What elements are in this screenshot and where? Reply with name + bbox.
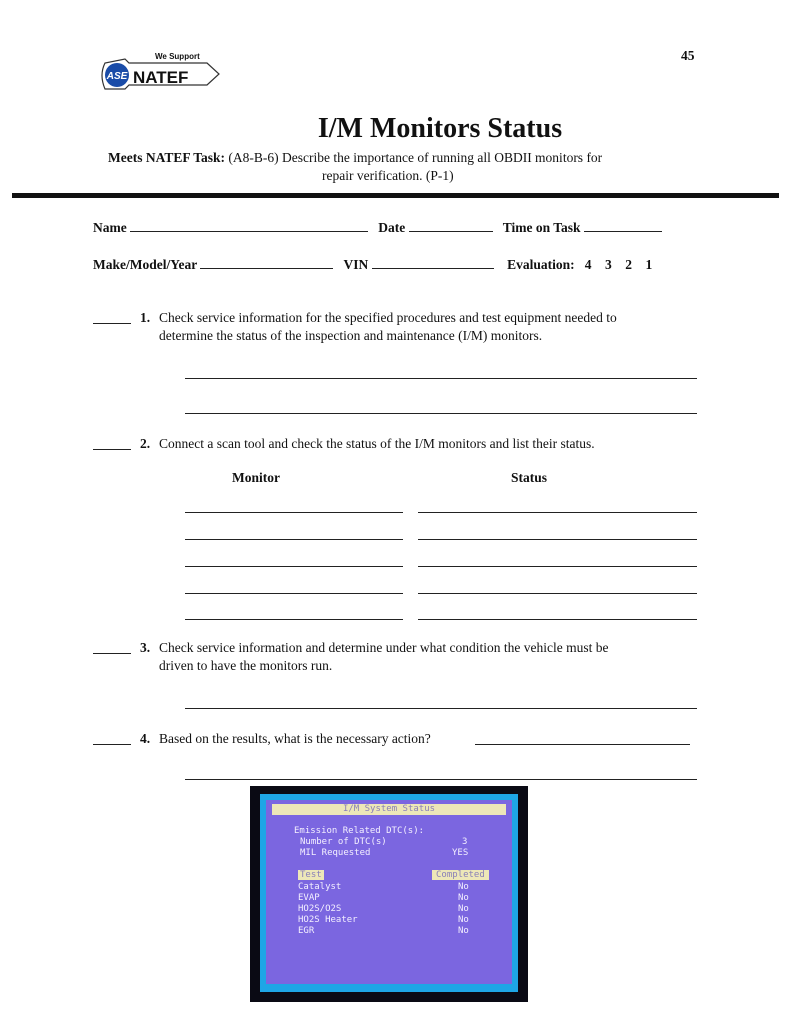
mmy-label: Make/Model/Year (93, 257, 197, 272)
divider (12, 193, 779, 198)
monitor-value: No (458, 904, 469, 914)
check-blank-4[interactable] (93, 744, 131, 745)
monitor-field[interactable] (185, 619, 403, 620)
evaluation-label: Evaluation: (507, 257, 575, 272)
item-number: 4. (140, 731, 151, 746)
answer-line[interactable] (185, 413, 697, 414)
svg-text:NATEF: NATEF (133, 68, 189, 87)
monitor-value: No (458, 893, 469, 903)
monitor-name: Catalyst (298, 882, 342, 892)
date-field[interactable] (409, 220, 493, 232)
score-3[interactable]: 3 (605, 257, 612, 272)
task-desc: Describe the importance of running all OBDII monitors for (282, 150, 603, 165)
task-code: (A8-B-6) (228, 150, 279, 165)
screen-title: I/M System Status (272, 804, 506, 815)
answer-line[interactable] (185, 378, 697, 379)
time-label: Time on Task (502, 220, 581, 235)
status-field[interactable] (418, 593, 697, 594)
check-blank-2[interactable] (93, 449, 131, 450)
scan-tool-screen-photo (250, 786, 528, 1002)
status-field[interactable] (418, 566, 697, 567)
monitor-value: No (458, 926, 469, 936)
monitor-name: HO2S Heater (298, 915, 358, 925)
vin-label: VIN (343, 257, 369, 272)
status-field[interactable] (418, 619, 697, 620)
name-label: Name (93, 220, 127, 235)
natef-logo (95, 45, 225, 105)
monitor-name: EGR (298, 926, 315, 936)
monitor-field[interactable] (185, 566, 403, 567)
mil-label: MIL Requested (300, 848, 371, 858)
monitor-field[interactable] (185, 512, 403, 513)
monitor-name: EVAP (298, 893, 320, 903)
check-blank-3[interactable] (93, 653, 131, 654)
item-text: Check service information for the specified procedures and test equipment needed to (159, 310, 617, 325)
dtc-label: Number of DTC(s) (300, 837, 387, 847)
monitor-value: No (458, 882, 469, 892)
svg-text:We Support: We Support (155, 52, 200, 61)
answer-line[interactable] (185, 779, 697, 780)
monitor-value: No (458, 915, 469, 925)
monitor-name: HO2S/O2S (298, 904, 342, 914)
screen-section: Emission Related DTC(s): (294, 826, 425, 836)
dtc-value: 3 (462, 837, 468, 847)
score-1[interactable]: 1 (645, 257, 653, 272)
item-text: driven to have the monitors run. (159, 658, 333, 673)
status-field[interactable] (418, 512, 697, 513)
monitor-field[interactable] (185, 593, 403, 594)
vin-field[interactable] (372, 257, 494, 269)
item-text: Check service information and determine under what condition the vehicle must be (159, 640, 609, 655)
answer-line[interactable] (475, 744, 690, 745)
item-number: 1. (140, 310, 151, 325)
status-header: Status (511, 470, 548, 485)
svg-text:ASE: ASE (106, 71, 128, 82)
mmy-field[interactable] (200, 257, 333, 269)
item-text: Based on the results, what is the necessary action? (159, 731, 431, 746)
status-field[interactable] (418, 539, 697, 540)
page-title: I/M Monitors Status (317, 113, 563, 144)
monitor-field[interactable] (185, 539, 403, 540)
test-value: Completed (432, 870, 489, 880)
score-4[interactable]: 4 (584, 257, 592, 272)
monitor-header: Monitor (232, 470, 280, 485)
item-number: 2. (140, 436, 151, 451)
date-label: Date (378, 220, 406, 235)
page-number: 45 (681, 48, 695, 63)
test-label: Test (300, 870, 322, 880)
mil-value: YES (452, 848, 469, 858)
task-label: Meets NATEF Task: (108, 150, 226, 165)
item-text: Connect a scan tool and check the status of the I/M monitors and list their status. (159, 436, 595, 451)
name-field[interactable] (130, 220, 368, 232)
task-desc-2: repair verification. (P-1) (322, 168, 454, 183)
item-number: 3. (140, 640, 151, 655)
answer-line[interactable] (185, 708, 697, 709)
score-2[interactable]: 2 (625, 257, 633, 272)
check-blank-1[interactable] (93, 323, 131, 324)
time-field[interactable] (584, 220, 662, 232)
item-text: determine the status of the inspection and maintenance (I/M) monitors. (159, 328, 543, 343)
